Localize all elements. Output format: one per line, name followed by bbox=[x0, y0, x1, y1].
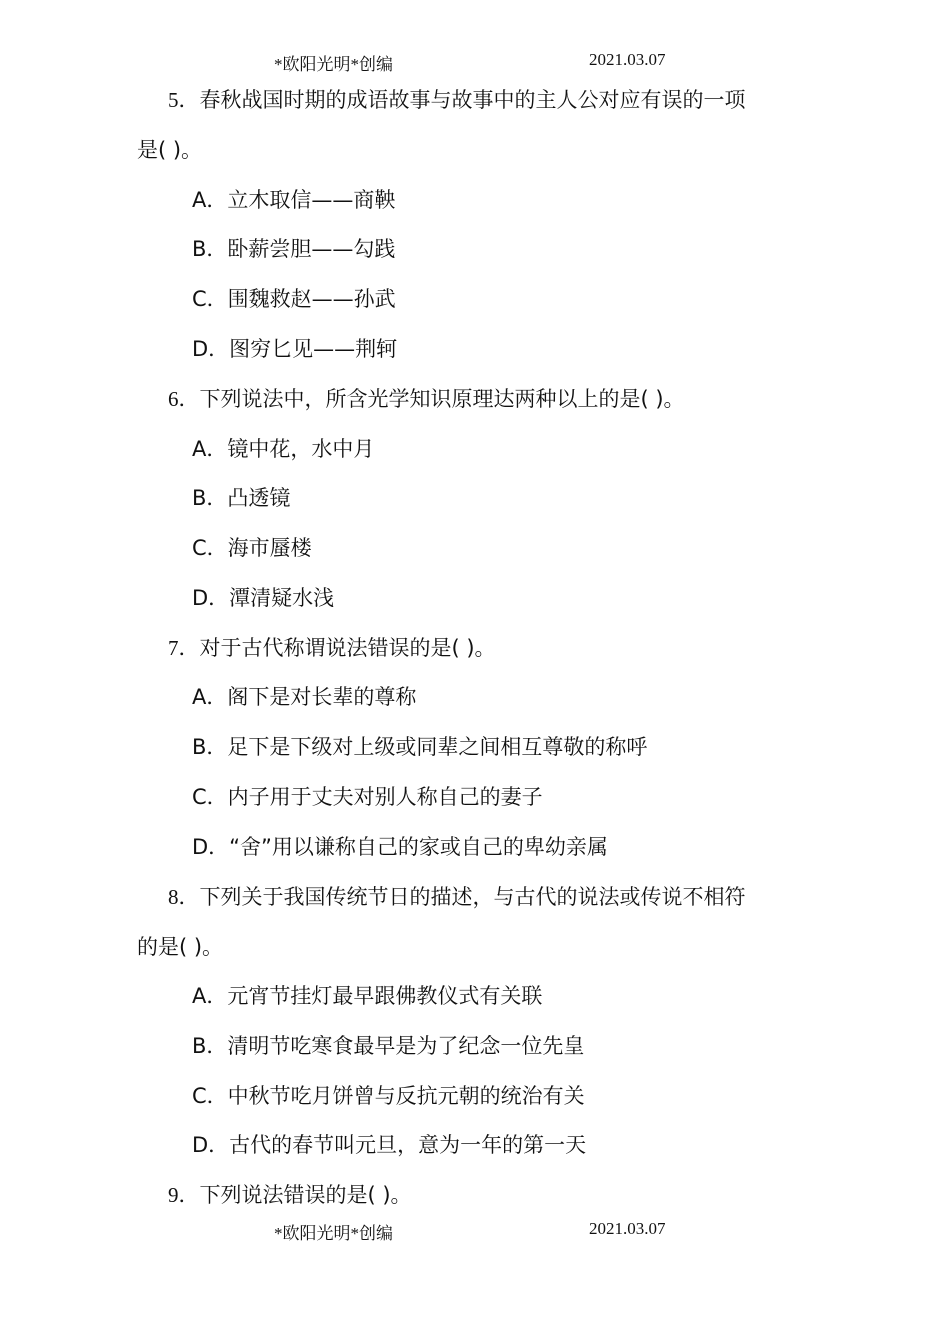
option-text: “舍”用以谦称自己的家或自己的卑幼亲属 bbox=[229, 835, 608, 859]
question-6-option-b bbox=[0, 478, 950, 518]
option-text: 阁下是对长辈的尊称 bbox=[227, 685, 417, 709]
question-5-option-c bbox=[0, 279, 950, 319]
question-number: 7． bbox=[168, 636, 200, 660]
option-text: 元宵节挂灯最早跟佛教仪式有关联 bbox=[227, 984, 543, 1008]
option-letter: B． bbox=[192, 237, 228, 261]
option-text: 足下是下级对上级或同辈之间相互尊敬的称呼 bbox=[227, 735, 648, 759]
question-text: 下列关于我国传统节日的描述，与古代的说法或传说不相符 bbox=[199, 885, 746, 909]
question-5-stem bbox=[0, 80, 950, 120]
option-letter: B． bbox=[192, 486, 228, 510]
option-letter: D． bbox=[192, 586, 230, 610]
option-letter: C． bbox=[192, 1084, 228, 1108]
question-6-option-a bbox=[0, 429, 950, 469]
option-text: 凸透镜 bbox=[227, 486, 291, 510]
option-text: 立木取信——商鞅 bbox=[227, 188, 396, 212]
question-number: 6． bbox=[168, 387, 200, 411]
option-letter: C． bbox=[192, 785, 228, 809]
option-letter: A． bbox=[192, 437, 228, 461]
option-letter: C． bbox=[192, 536, 228, 560]
question-6-option-c bbox=[0, 528, 950, 568]
question-number: 9． bbox=[168, 1183, 200, 1207]
option-letter: C． bbox=[192, 287, 228, 311]
question-6-stem bbox=[0, 379, 950, 419]
question-5-option-b bbox=[0, 229, 950, 269]
question-7-option-b bbox=[0, 727, 950, 767]
option-letter: A． bbox=[192, 685, 228, 709]
question-text: 春秋战国时期的成语故事与故事中的主人公对应有误的一项 bbox=[199, 88, 746, 112]
question-5-option-a bbox=[0, 180, 950, 220]
footer-date: 2021.03.07 bbox=[589, 1219, 666, 1238]
option-letter: D． bbox=[192, 835, 230, 859]
question-5-stem-cont: 是( )。 bbox=[137, 138, 203, 162]
option-letter: D． bbox=[192, 337, 230, 361]
question-text: 下列说法中，所含光学知识原理达两种以上的是( )。 bbox=[199, 387, 685, 411]
page-header bbox=[0, 50, 950, 80]
question-7-option-c bbox=[0, 777, 950, 817]
question-8-option-b bbox=[0, 1026, 950, 1066]
question-7-option-a bbox=[0, 677, 950, 717]
question-8-option-d bbox=[0, 1125, 950, 1165]
option-text: 古代的春节叫元旦，意为一年的第一天 bbox=[229, 1133, 587, 1157]
question-7-stem bbox=[0, 628, 950, 668]
option-letter: B． bbox=[192, 735, 228, 759]
option-letter: D． bbox=[192, 1133, 230, 1157]
question-text: 下列说法错误的是( )。 bbox=[199, 1183, 412, 1207]
option-text: 内子用于丈夫对别人称自己的妻子 bbox=[227, 785, 543, 809]
header-author: *欧阳光明*创编 bbox=[274, 55, 393, 74]
option-text: 图穷匕见——荆轲 bbox=[229, 337, 398, 361]
option-text: 围魏救赵——孙武 bbox=[227, 287, 396, 311]
option-letter: A． bbox=[192, 984, 228, 1008]
option-letter: B． bbox=[192, 1034, 228, 1058]
question-7-option-d bbox=[0, 827, 950, 867]
question-text: 对于古代称谓说法错误的是( )。 bbox=[199, 636, 496, 660]
question-5-option-d bbox=[0, 329, 950, 369]
option-letter: A． bbox=[192, 188, 228, 212]
option-text: 镜中花，水中月 bbox=[227, 437, 375, 461]
option-text: 潭清疑水浅 bbox=[229, 586, 335, 610]
option-text: 卧薪尝胆——勾践 bbox=[227, 237, 396, 261]
question-number: 8． bbox=[168, 885, 200, 909]
question-6-option-d bbox=[0, 578, 950, 618]
question-8-option-c bbox=[0, 1076, 950, 1116]
question-number: 5． bbox=[168, 88, 200, 112]
question-8-stem bbox=[0, 877, 950, 917]
option-text: 中秋节吃月饼曾与反抗元朝的统治有关 bbox=[227, 1084, 585, 1108]
question-8-option-a bbox=[0, 976, 950, 1016]
header-date: 2021.03.07 bbox=[589, 50, 666, 69]
option-text: 海市蜃楼 bbox=[227, 536, 312, 560]
question-9-stem bbox=[0, 1175, 950, 1215]
option-text: 清明节吃寒食最早是为了纪念一位先皇 bbox=[227, 1034, 585, 1058]
footer-author: *欧阳光明*创编 bbox=[274, 1224, 393, 1243]
page-footer bbox=[0, 1219, 950, 1249]
question-8-stem-cont: 的是( )。 bbox=[137, 935, 224, 959]
